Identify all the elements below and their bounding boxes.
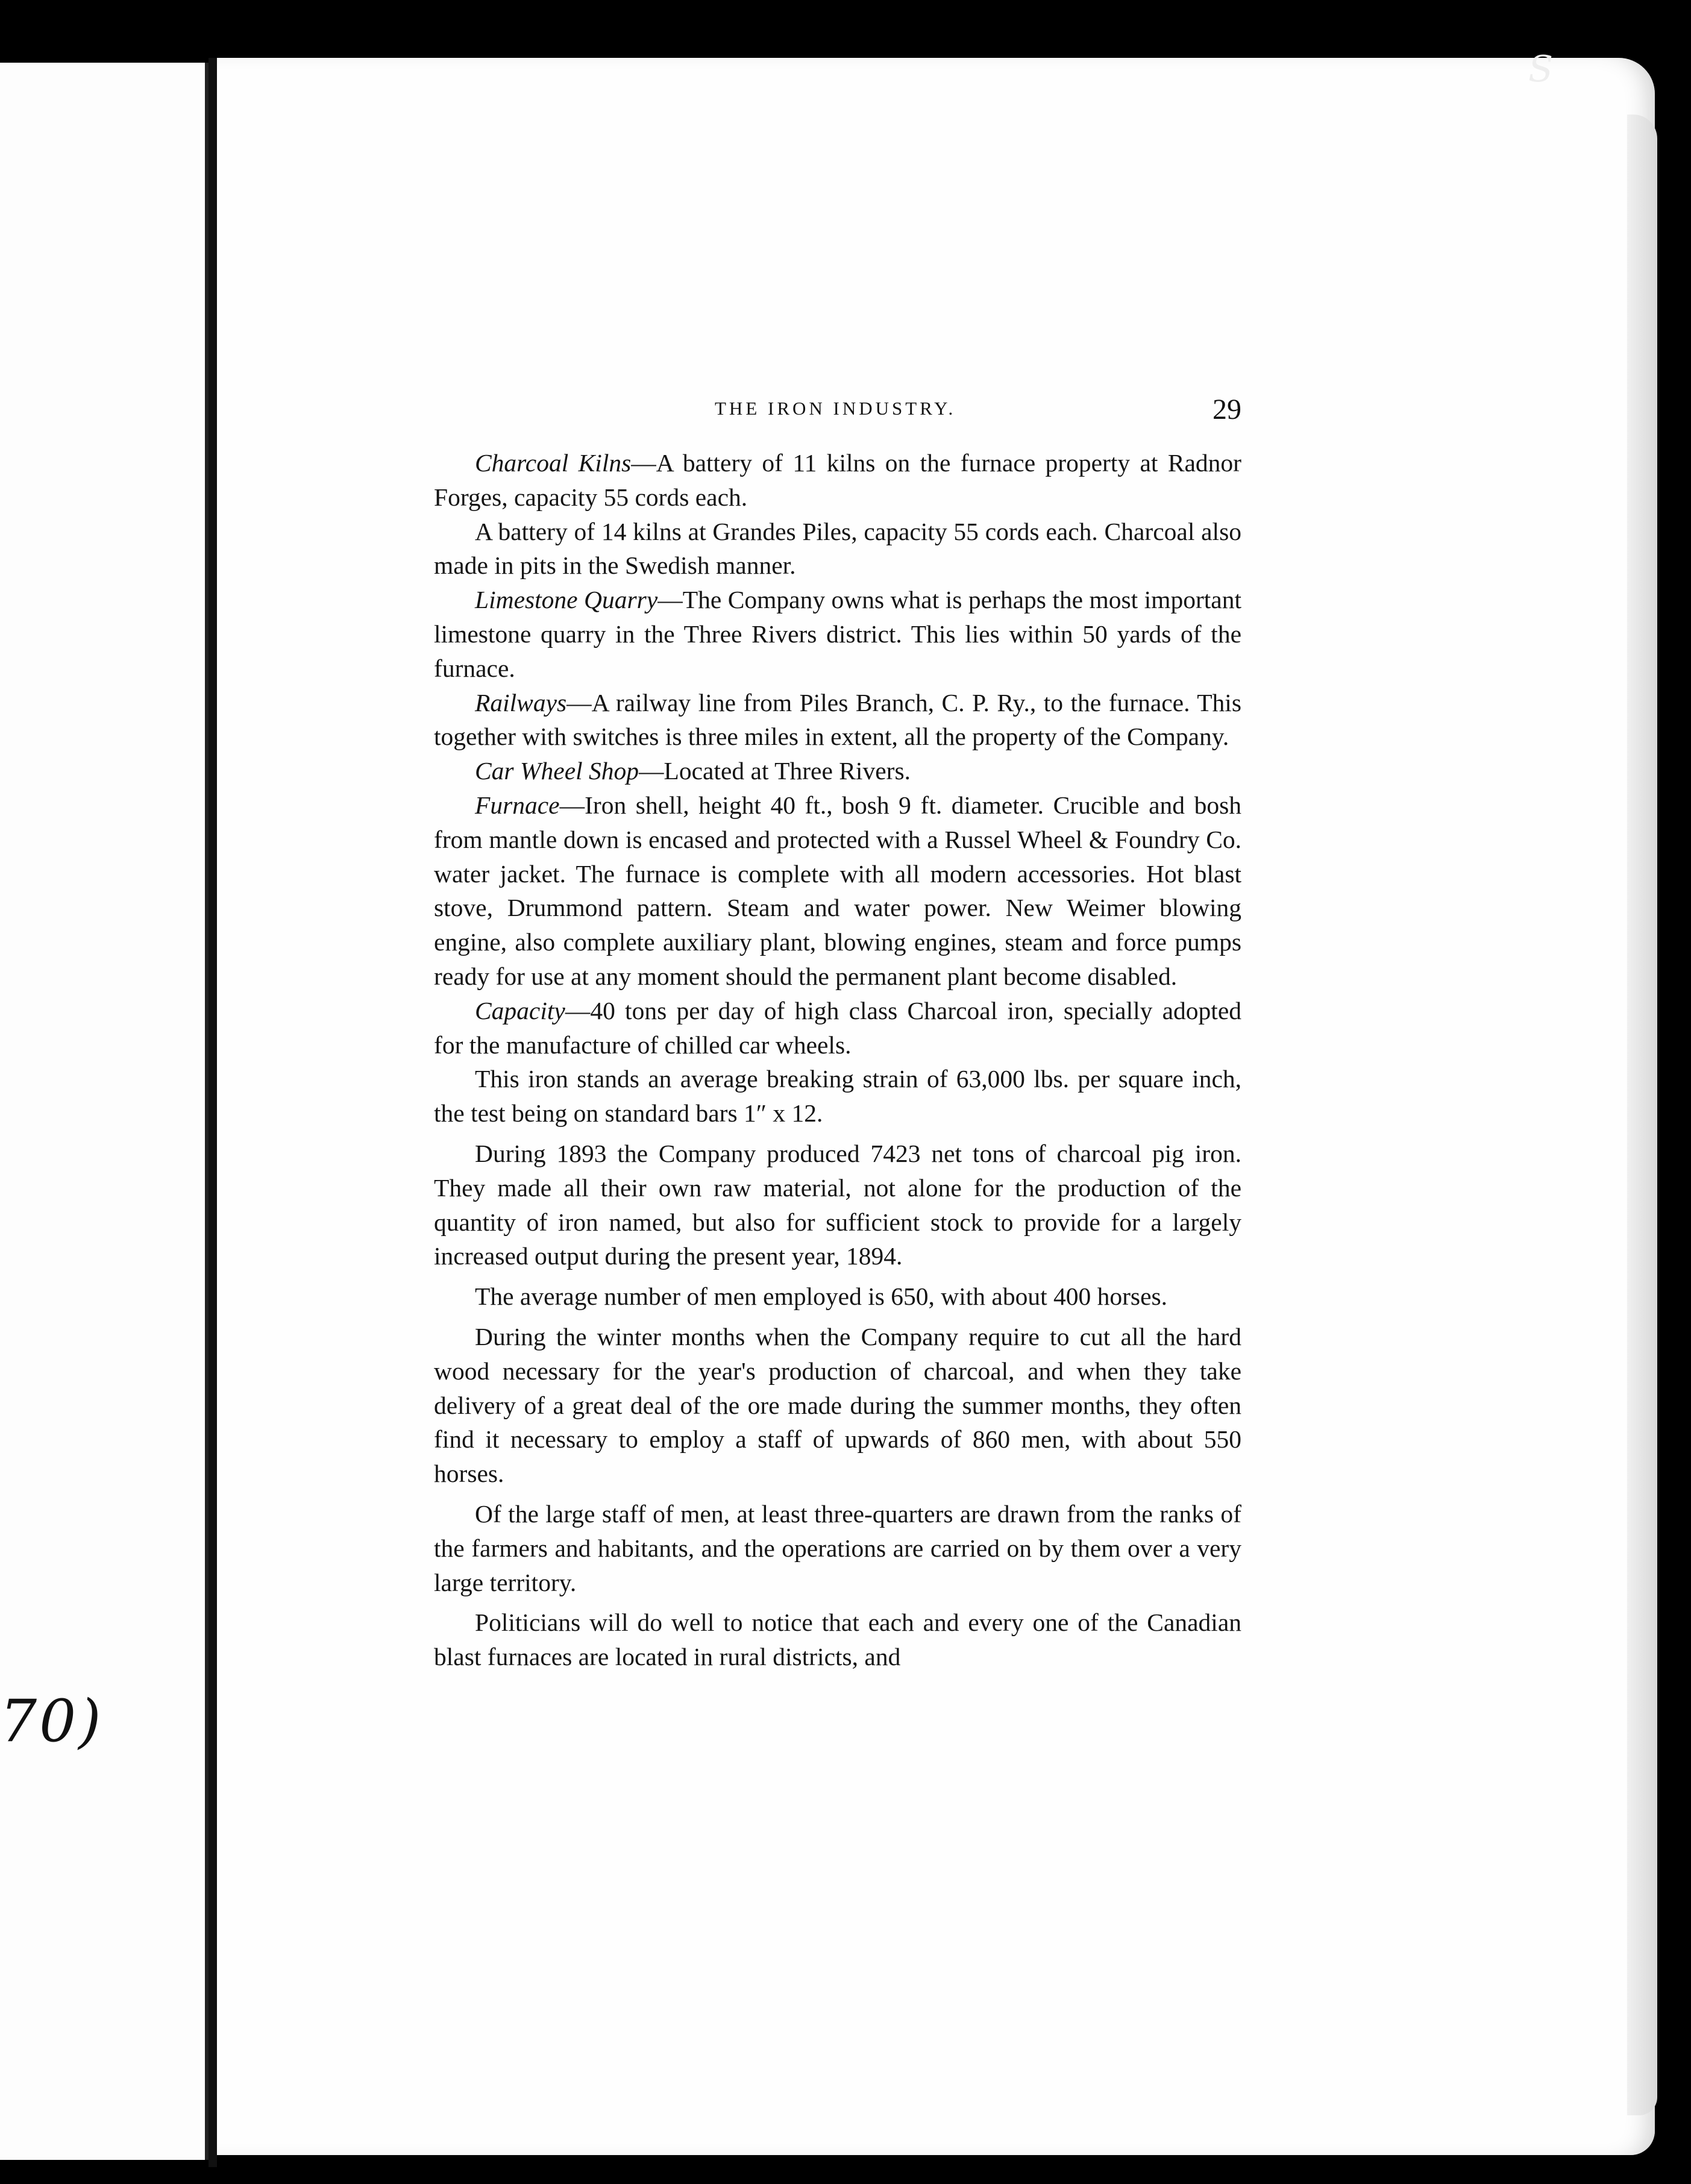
paragraph-lead: Furnace: [475, 791, 560, 819]
paragraph: [434, 1062, 1241, 1131]
body-text: [434, 446, 1241, 1674]
paragraph-lead: Capacity: [475, 996, 565, 1025]
paragraph-text: The average number of men employed is 650, with about 400 horses.: [475, 1282, 1168, 1311]
corner-pencil-mark: S: [1528, 48, 1554, 90]
running-head: THE IRON INDUSTRY.: [715, 398, 956, 419]
paragraph-lead: Limestone Quarry: [475, 586, 658, 614]
paragraph: [434, 583, 1241, 685]
paragraph-text: Politicians will do well to notice that each and every one of the Canadian blast furnaces are located in rural districts, and: [434, 1608, 1241, 1671]
paragraph: [434, 1320, 1241, 1491]
paragraph: [434, 686, 1241, 755]
paragraph-text: A battery of 14 kilns at Grandes Piles, capacity 55 cords each. Charcoal also made in pits in the Swedish manner.: [434, 517, 1241, 580]
paragraph-lead: Charcoal Kilns: [475, 449, 632, 477]
paragraph-lead: Railways: [475, 688, 567, 717]
page-number: 29: [1213, 394, 1241, 425]
paragraph: [434, 515, 1241, 583]
paragraph-text: —A battery of 11 kilns on the furnace property at Radnor Forges, capacity 55 cords each.: [434, 449, 1241, 511]
margin-handwritten-note: 70): [0, 1687, 104, 1755]
paragraph-text: During 1893 the Company produced 7423 net tons of charcoal pig iron. They made all their own raw material, not alone for the production of the quantity of iron named, but also for sufficient stock to provide for a largely increased output during the present year, 1894.: [434, 1139, 1241, 1270]
book-gutter: [209, 58, 217, 2167]
paragraph-text: —40 tons per day of high class Charcoal iron, specially adopted for the manufacture of chilled car wheels.: [434, 996, 1241, 1059]
paragraph-text: During the winter months when the Company require to cut all the hard wood necessary for the year's production of charcoal, and when they take delivery of a great deal of the ore made during the summer months, they often find it necessary to employ a staff of upwards of 860 men, with about 550 horses.: [434, 1322, 1241, 1488]
paragraph: [434, 446, 1241, 515]
paragraph: [434, 1279, 1241, 1314]
paragraph-text: Of the large staff of men, at least three-quarters are drawn from the ranks of the farmers and habitants, and the operations are carried on by them over a very large territory.: [434, 1499, 1241, 1596]
paragraph-text: —A railway line from Piles Branch, C. P. Ry., to the furnace. This together with switches is three miles in extent, all the property of the Company.: [434, 688, 1241, 751]
paragraph-lead: Car Wheel Shop: [475, 757, 639, 785]
paragraph-text: —Iron shell, height 40 ft., bosh 9 ft. diameter. Crucible and bosh from mantle down is encased and protected with a Russel Wheel & Foundry Co. water jacket. The furnace is complete with all modern accessories. Hot blast stove, Drummond pattern. Steam and water power. New Weimer blowing engine, also complete auxiliary plant, blowing engines, steam and force pumps ready for use at any moment should the permanent plant become disabled.: [434, 791, 1241, 990]
paragraph: [434, 1137, 1241, 1273]
page-edge-shadow: [1627, 115, 1657, 2115]
paragraph: [434, 1605, 1241, 1674]
paragraph: [434, 788, 1241, 994]
paragraph-text: —The Company owns what is perhaps the most important limestone quarry in the Three Rivers district. This lies within 50 yards of the furnace.: [434, 586, 1241, 682]
paragraph: [434, 1497, 1241, 1599]
paragraph-text: This iron stands an average breaking strain of 63,000 lbs. per square inch, the test being on standard bars 1″ x 12.: [434, 1065, 1241, 1128]
paragraph: [434, 754, 1241, 788]
left-facing-page: [0, 63, 209, 2160]
paragraph: [434, 994, 1241, 1062]
paragraph-text: —Located at Three Rivers.: [639, 757, 911, 785]
